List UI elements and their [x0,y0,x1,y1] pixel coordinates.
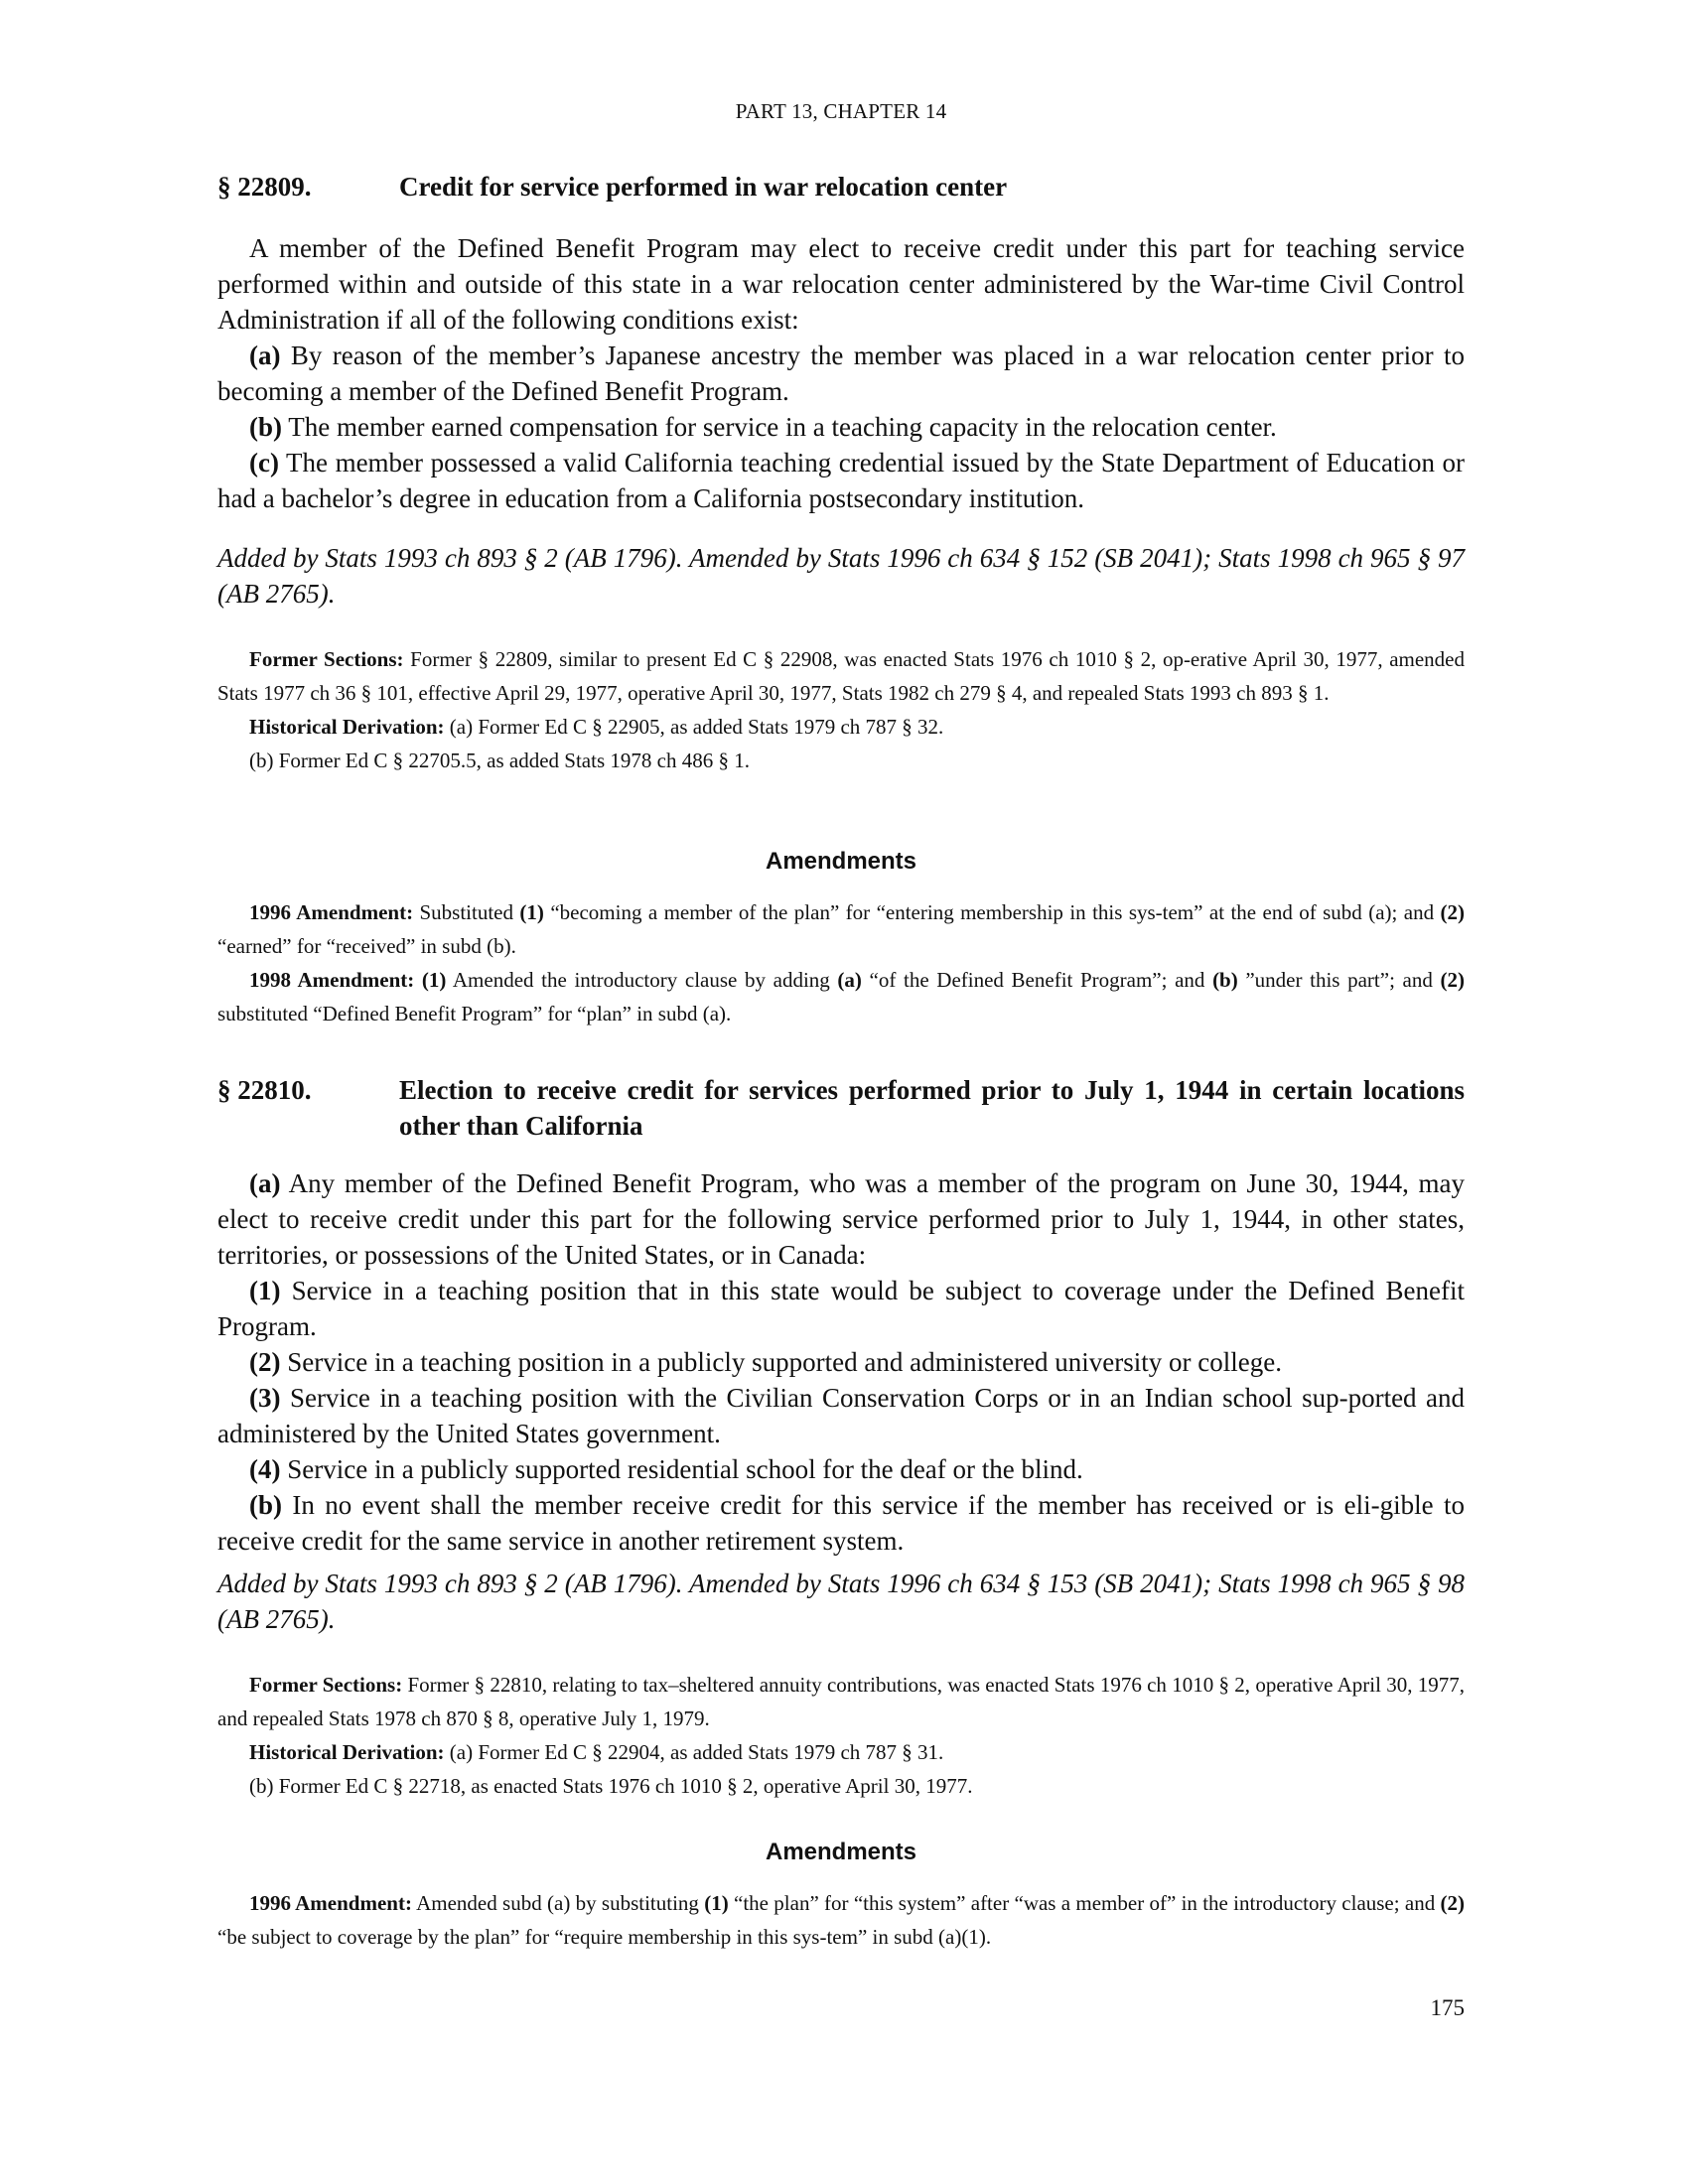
section-number: § 22810. [217,1075,312,1105]
subdivision-b: (b) In no event shall the member receive credit for this service if the member has received or is eli-gible to receive credit for the same service in another retirement system. [217,1490,1465,1556]
intro-paragraph: A member of the Defined Benefit Program may elect to receive credit under this part for teaching service performed within and outside of this state in a war relocation center administered by the War-time Civil Control Administration if all of the following conditions exist: [217,233,1465,335]
former-sections-note: Former Sections: Former § 22809, similar to present Ed C § 22908, was enacted Stats 1976 ch 1010 § 2, op-erative April 30, 1977, amended Stats 1977 ch 36 § 101, effective April 29, 1977, operative April 30, 1977, Stats 1982 ch 279 § 4, and repealed Stats 1993 ch 893 § 1. [217,647,1465,705]
subdivision-a: (a) By reason of the member’s Japanese ancestry the member was placed in a war relocation center prior to becoming a member of the Defined Benefit Program. [217,341,1465,406]
enactment-credit-22810: Added by Stats 1993 ch 893 § 2 (AB 1796). Amended by Stats 1996 ch 634 § 153 (SB 2041); Stats 1998 ch 965 § 98 (AB 2765). [217,1569,1465,1634]
enactment-credit-22809: Added by Stats 1993 ch 893 § 2 (AB 1796). Amended by Stats 1996 ch 634 § 152 (SB 2041); Stats 1998 ch 965 § 97 (AB 2765). [217,543,1465,609]
paragraph-3: (3) Service in a teaching position with the Civilian Conservation Corps or in an Indian school sup-ported and administered by the United States government. [217,1383,1465,1448]
amendments-22809 [217,895,1465,1030]
running-head: PART 13, CHAPTER 14 [735,99,947,123]
subdivision-c: (c) The member possessed a valid California teaching credential issued by the State Department of Education or had a bachelor’s degree in education from a California postsecondary institution. [217,448,1465,513]
section-title: Credit for service performed in war relocation center [399,172,1008,202]
notes-22809 [217,642,1465,777]
section-heading-22809 [217,169,1465,205]
amendment-1998: 1998 Amendment: (1) Amended the introductory clause by adding (a) “of the Defined Benefit Program”; and (b) ”under this part”; and (2) substituted “Defined Benefit Program” for “plan” in subd (a). [217,968,1465,1025]
section-number: § 22809. [217,172,312,202]
paragraph-2: (2) Service in a teaching position in a publicly supported and administered university or college. [249,1347,1282,1377]
subdivision-b: (b) The member earned compensation for service in a teaching capacity in the relocation center. [249,412,1277,442]
historical-derivation-note: Historical Derivation: (a) Former Ed C § 22905, as added Stats 1979 ch 787 § 32. [249,715,944,739]
section-body-22810 [217,1165,1465,1559]
historical-derivation-b: (b) Former Ed C § 22705.5, as added Stats 1978 ch 486 § 1. [249,749,750,772]
subdivision-a: (a) Any member of the Defined Benefit Program, who was a member of the program on June 30, 1944, may elect to receive credit under this part for the following service performed prior to July 1, 1944, in other states, territories, or possessions of the United States, or in Canada: [217,1168,1465,1270]
amendment-1996: 1996 Amendment: Amended subd (a) by substituting (1) “the plan” for “this system” after “was a member of” in the introductory clause; and (2) “be subject to coverage by the plan” for “require membership in this sys-tem” in subd (a)(1). [217,1891,1465,1949]
amendments-heading: Amendments [765,1839,917,1865]
historical-derivation-b: (b) Former Ed C § 22718, as enacted Stats 1976 ch 1010 § 2, operative April 30, 1977. [249,1774,973,1798]
amendments-heading: Amendments [765,848,917,875]
paragraph-4: (4) Service in a publicly supported residential school for the deaf or the blind. [249,1454,1083,1484]
section-title: Election to receive credit for services performed prior to July 1, 1944 in certain locations other than California [399,1075,1465,1141]
amendment-1996: 1996 Amendment: Substituted (1) “becoming a member of the plan” for “entering membership in this sys-tem” at the end of subd (a); and (2) “earned” for “received” in subd (b). [217,900,1466,958]
former-sections-note: Former Sections: Former § 22810, relating to tax–sheltered annuity contributions, was enacted Stats 1976 ch 1010 § 2, operative April 30, 1977, and repealed Stats 1978 ch 870 § 8, operative July 1, 1979. [217,1673,1465,1730]
paragraph-1: (1) Service in a teaching position that in this state would be subject to coverage under the Defined Benefit Program. [217,1276,1465,1341]
section-body-22809 [217,230,1465,516]
amendments-22810 [217,1886,1465,1954]
notes-22810 [217,1668,1465,1803]
section-heading-22810 [217,1072,1465,1144]
document-page [217,0,1465,2184]
page-number: 175 [1430,1995,1465,2020]
historical-derivation-note: Historical Derivation: (a) Former Ed C § 22904, as added Stats 1979 ch 787 § 31. [249,1740,944,1764]
